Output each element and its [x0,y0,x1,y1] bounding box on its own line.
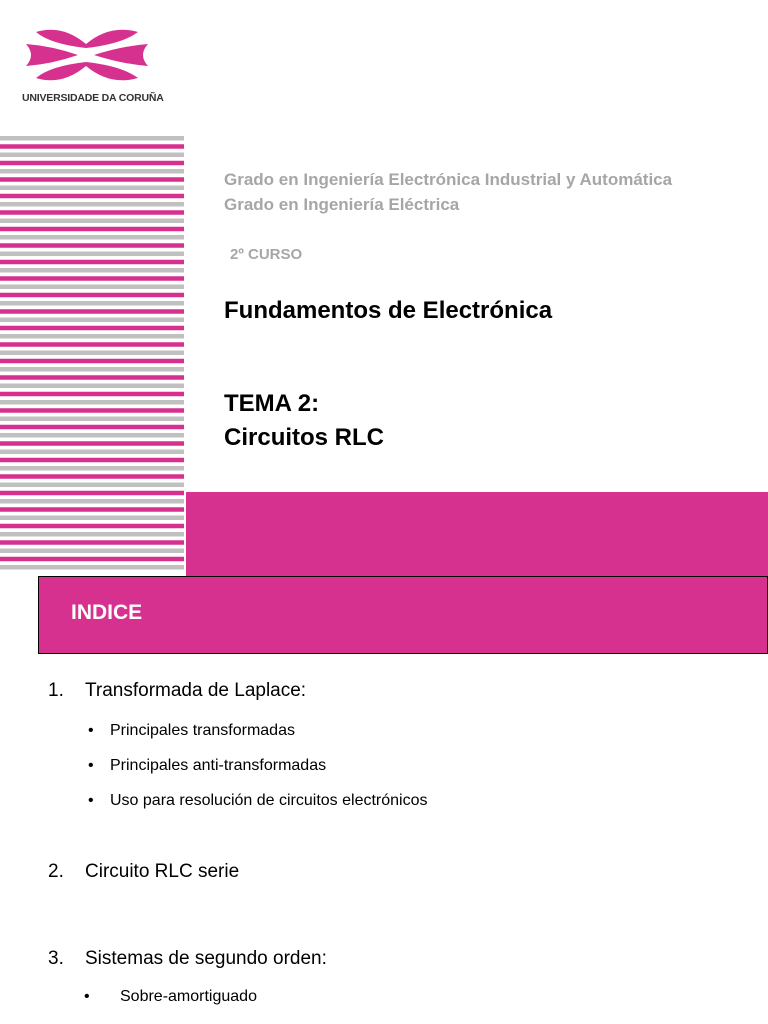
stripe [0,285,184,290]
index-item-1 [48,680,306,702]
stripe [0,532,184,537]
university-logo [22,26,172,104]
stripe [0,202,184,207]
stripe [0,557,184,562]
stripe [0,441,184,446]
stripe [0,351,184,356]
stripe [0,186,184,191]
stripe [0,227,184,232]
stripe [0,153,184,158]
index-item-number: 3. [48,948,64,969]
stripe [0,367,184,372]
stripe [0,458,184,463]
stripe [0,210,184,215]
index-item-number: 1. [48,680,64,701]
decorative-stripes [0,136,184,576]
stripe [0,177,184,182]
tema-title: Circuitos RLC [224,424,385,451]
stripe [0,425,184,430]
stripe [0,243,184,248]
stripe [0,417,184,422]
stripe [0,252,184,257]
stripe [0,293,184,298]
stripe [0,161,184,166]
stripe [0,235,184,240]
bullet-icon: • [84,988,90,1005]
course-label: 2º CURSO [230,246,303,263]
stripe [0,540,184,545]
stripe [0,483,184,488]
index-subitem [88,792,427,810]
stripe [0,301,184,306]
bullet-icon: • [88,722,94,739]
logo-text: UNIVERSIDADE DA CORUÑA [22,92,164,104]
stripe [0,334,184,339]
stripe [0,268,184,273]
index-subitem-label: Principales anti-transformadas [110,757,327,774]
stripe [0,169,184,174]
index-item-3 [48,948,327,970]
index-subitem [84,988,257,1006]
stripe [0,474,184,479]
stripe [0,466,184,471]
stripe [0,392,184,397]
stripe [0,309,184,314]
stripe [0,507,184,512]
index-subitem [88,722,295,740]
index-subitem-label: Sobre-amortiguado [120,988,257,1005]
stripe [0,194,184,199]
index-item-label: Circuito RLC serie [85,861,240,882]
stripe [0,384,184,389]
bullet-icon: • [88,757,94,774]
stripe [0,499,184,504]
bullet-icon: • [88,792,94,809]
index-item-label: Sistemas de segundo orden: [85,948,327,969]
degree-line-1: Grado en Ingeniería Electrónica Industrial y Automática [224,170,673,189]
stripe [0,549,184,554]
stripe [0,144,184,149]
index-subitem-label: Principales transformadas [110,722,295,739]
stripe [0,565,184,570]
tema-heading [224,387,384,455]
stripe [0,450,184,455]
stripe [0,408,184,413]
tema-label: TEMA 2: [224,390,320,417]
stripe [0,375,184,380]
index-title: INDICE [71,601,143,624]
stripe [0,433,184,438]
magenta-banner [186,492,768,576]
stripe [0,359,184,364]
degree-line-2: Grado en Ingeniería Eléctrica [224,195,460,214]
logo-emblem-icon [22,26,152,84]
stripe [0,491,184,496]
index-header-box [38,576,768,654]
subject-title: Fundamentos de Electrónica [224,297,553,324]
stripe [0,342,184,347]
stripe [0,524,184,529]
stripe [0,219,184,224]
stripe [0,326,184,331]
stripe [0,400,184,405]
stripe [0,136,184,141]
stripe [0,276,184,281]
index-item-2 [48,861,239,883]
stripe [0,260,184,265]
index-subitem [88,757,326,775]
index-item-number: 2. [48,861,64,882]
index-subitem-label: Uso para resolución de circuitos electrónicos [110,792,428,809]
index-item-label: Transformada de Laplace: [85,680,307,701]
stripe [0,318,184,323]
stripe [0,516,184,521]
